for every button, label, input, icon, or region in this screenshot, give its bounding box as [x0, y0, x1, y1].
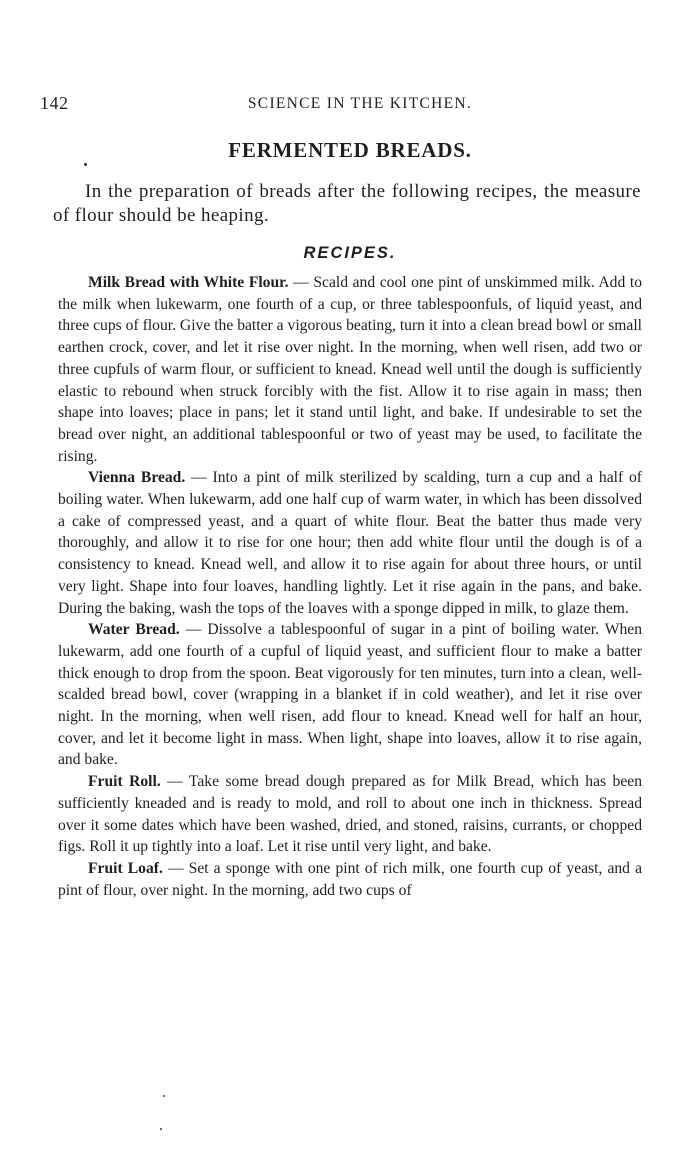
- recipe-text: — Dissolve a tablespoonful of sugar in a pint of boiling water. When lukewarm, add one fourth of a cupful of liquid yeast, and sufficient flour to make a batter thick enough to drop from the spoon. Beat vigorously for ten minutes, turn into a clean, well-scalded bread bowl, cover (wrapping in a blanket if in cold weather), and let it rise over night. In the morning, when well risen, add flour to knead. Knead well for half an hour, cover, and let it become light in mass. When light, shape into loaves, allow it to rise again, and bake.: [58, 621, 642, 769]
- recipe-paragraph: [58, 619, 642, 771]
- recipe-paragraph: [58, 771, 642, 858]
- section-heading: RECIPES.: [303, 244, 397, 262]
- recipe-name: Milk Bread with White Flour.: [88, 274, 289, 291]
- recipe-paragraph: [58, 272, 642, 467]
- recipe-text: — Set a sponge with one pint of rich milk, one fourth cup of yeast, and a pint of flour, over night. In the morning, add two cups of: [58, 859, 642, 899]
- ink-speck: [160, 1128, 162, 1130]
- recipe-name: Fruit Roll.: [88, 773, 161, 791]
- recipe-list: [58, 272, 642, 901]
- recipe-paragraph: [58, 467, 642, 619]
- recipe-paragraph: [58, 858, 642, 901]
- intro-paragraph: In the preparation of breads after the following recipes, the measure of flour should be heaping.: [53, 181, 641, 226]
- recipe-text: — Take some bread dough prepared as for Milk Bread, which has been sufficiently kneaded and is ready to mold, and roll to about one inch in thickness. Spread over it some dates which have been washed, dried, and stoned, raisins, currants, or chopped figs. Roll it up tightly into a loaf. Let it rise until very light, and bake.: [58, 773, 642, 856]
- recipe-text: — Into a pint of milk sterilized by scalding, turn a cup and a half of boiling water. When lukewarm, add one half cup of warm water, in which has been dissolved a cake of compressed yeast, and a quart of white flour. Beat the batter thus made very thoroughly, and allow it to rise for one hour; then add white flour until the dough is of a consistency to knead. Knead well, and allow it to rise again for about three hours, or until very light. Shape into four loaves, handling lightly. Let it rise again in the pans, and bake. During the baking, wash the tops of the loaves with a sponge dipped in milk, to glaze them.: [58, 469, 642, 617]
- ink-speck: [84, 163, 87, 166]
- recipe-text: — Scald and cool one pint of unskimmed milk. Add to the milk when lukewarm, one fourth of a cup, or three tablespoonfuls, of liquid yeast, and three cups of flour. Give the batter a vigorous beating, turn it into a clean bread bowl or small earthen crock, cover, and let it rise over night. In the morning, when well risen, add two or three cupfuls of warm flour, or sufficient to knead. Knead well until the dough is sufficiently elastic to rebound when struck forcibly with the fist. Allow it to rise again in mass; then shape into loaves; place in pans; let it stand until light, and bake. If undesirable to set the bread over night, an additional tablespoonful or two of yeast may be used, to facilitate the rising.: [58, 274, 642, 465]
- chapter-title: FERMENTED BREADS.: [228, 138, 472, 162]
- recipe-name: Fruit Loaf.: [88, 859, 163, 877]
- recipe-name: Vienna Bread.: [88, 469, 186, 487]
- book-title: SCIENCE IN THE KITCHEN.: [247, 95, 473, 112]
- recipe-name: Water Bread.: [88, 621, 180, 639]
- page-number: 142: [40, 93, 69, 113]
- ink-speck: [163, 1095, 165, 1097]
- running-header: [40, 93, 650, 119]
